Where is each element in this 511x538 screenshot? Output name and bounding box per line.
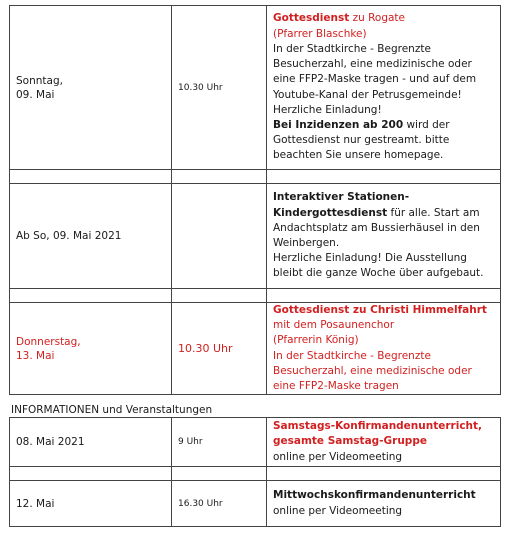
event-title: Gottesdienst	[273, 12, 350, 25]
description-line: Youtube-Kanal der Petrusgemeinde!	[273, 88, 462, 101]
spacer-row	[10, 288, 500, 302]
description-line: online per Videomeeting	[273, 450, 403, 463]
time-cell	[172, 303, 267, 394]
description-cell	[267, 481, 500, 526]
description-line: Andachtsplatz am Bussierhäusel in den	[273, 221, 480, 234]
date-line: Sonntag,	[16, 74, 63, 87]
spacer-cell	[267, 289, 500, 302]
description-cell	[267, 184, 500, 288]
description-line: beachten Sie unsere homepage.	[273, 149, 444, 162]
spacer-cell	[10, 467, 172, 480]
description-line: (Pfarrerin König)	[273, 334, 359, 347]
section-heading: INFORMATIONEN und Veranstaltungen	[11, 404, 213, 416]
event-title-suffix: zu Rogate	[349, 12, 406, 25]
date-cell	[10, 6, 172, 169]
spacer-cell	[172, 467, 267, 480]
date-text: 08. Mai 2021	[16, 436, 85, 448]
table-row	[10, 302, 500, 394]
description-line: Besucherzahl, eine medizinische oder	[273, 58, 472, 71]
table-row	[10, 183, 500, 288]
date-cell	[10, 481, 172, 526]
spacer-cell	[10, 170, 172, 183]
time-text: 9 Uhr	[178, 437, 203, 447]
date-line: Donnerstag,	[16, 335, 81, 348]
time-cell	[172, 184, 267, 288]
date-cell	[10, 303, 172, 394]
description-line: In der Stadtkirche - Begrenzte	[273, 42, 431, 55]
description-line: eine FFP2-Maske tragen - und auf dem	[273, 73, 477, 86]
date-text: Ab So, 09. Mai 2021	[16, 230, 122, 242]
event-title: Interaktiver Stationen-	[273, 191, 410, 204]
date-text: 12. Mai	[16, 497, 55, 510]
description-line: Herzliche Einladung!	[273, 103, 382, 116]
incidence-note-bold: Bei Inzidenzen ab 200	[273, 118, 404, 131]
event-title: Kindergottesdienst	[273, 206, 388, 219]
event-title: Samstags-Konfirmandenunterricht,	[273, 420, 483, 433]
time-text: 10.30 Uhr	[178, 82, 223, 93]
description-line: In der Stadtkirche - Begrenzte	[273, 349, 431, 362]
spacer-cell	[172, 170, 267, 183]
event-title: Gottesdienst zu Christi Himmelfahrt	[273, 303, 487, 316]
description-cell	[267, 303, 500, 394]
pastor-text: (Pfarrer Blaschke)	[273, 27, 367, 40]
time-cell	[172, 481, 267, 526]
description-line: online per Videomeeting	[273, 504, 403, 517]
event-title: Mittwochskonfirmandenunterricht	[273, 489, 476, 502]
info-table	[9, 417, 501, 527]
description-line: Weinbergen.	[273, 237, 340, 249]
time-cell	[172, 6, 267, 169]
spacer-row	[10, 169, 500, 183]
spacer-cell	[172, 289, 267, 302]
description-line: Herzliche Einladung! Die Ausstellung	[273, 252, 467, 265]
table-row	[10, 418, 500, 466]
incidence-note: wird der	[403, 118, 450, 131]
table-row	[10, 6, 500, 169]
description-text: für alle. Start am	[387, 206, 480, 219]
table-row	[10, 480, 500, 526]
time-cell	[172, 418, 267, 466]
spacer-cell	[267, 467, 500, 480]
description-cell	[267, 6, 500, 169]
description-line: Gottesdienst nur gestreamt. bitte	[273, 134, 450, 147]
description-cell	[267, 418, 500, 466]
time-text: 10.30 Uhr	[178, 342, 233, 355]
spacer-row	[10, 466, 500, 480]
date-line: 13. Mai	[16, 349, 55, 362]
time-text: 16.30 Uhr	[178, 498, 223, 509]
spacer-cell	[10, 289, 172, 302]
event-title: gesamte Samstag-Gruppe	[273, 435, 427, 448]
date-cell	[10, 418, 172, 466]
description-line: mit dem Posaunenchor	[273, 319, 395, 332]
description-line: Besucherzahl, eine medizinische oder	[273, 364, 472, 377]
date-line: 09. Mai	[16, 88, 55, 101]
events-table	[9, 5, 501, 395]
description-line: bleibt die ganze Woche über aufgebaut.	[273, 267, 484, 280]
date-cell	[10, 184, 172, 288]
description-line: eine FFP2-Maske tragen	[273, 379, 399, 392]
spacer-cell	[267, 170, 500, 183]
